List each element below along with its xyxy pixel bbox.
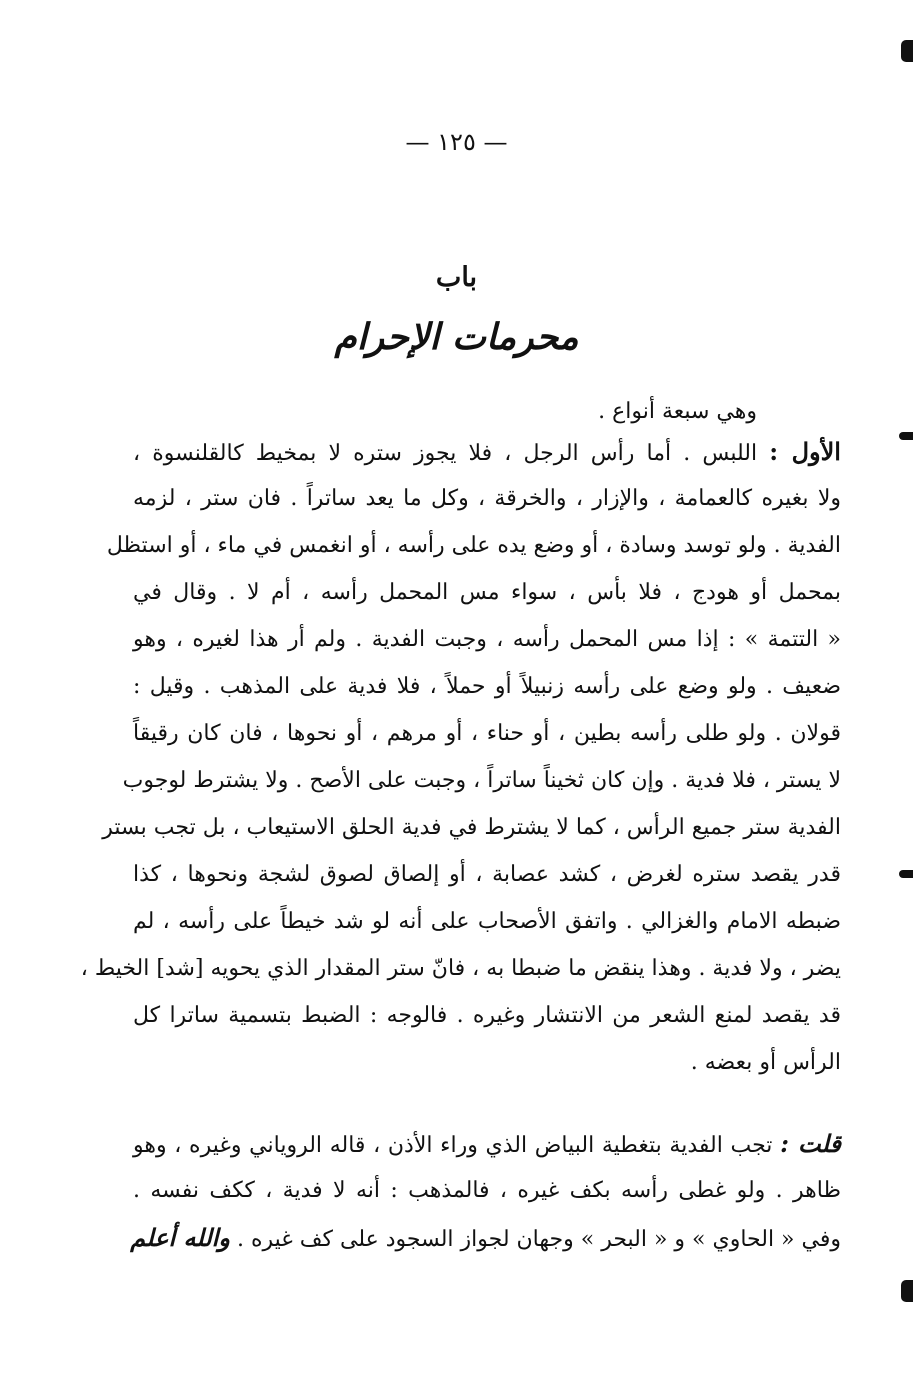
paragraph-lead: الأول : (769, 437, 841, 466)
paragraph-line: بمحمل أو هودج ، فلا بأس ، سواء مس المحمل رأسه ، أم لا . وقال في (133, 580, 841, 605)
first-type-paragraph (80, 428, 841, 1086)
paragraph-line: ضعيف . ولو وضع على رأسه زنبيلاً أو حملاً ، فلا فدية على المذهب . وقيل : (133, 674, 841, 699)
closing-phrase: والله أعلم (130, 1223, 230, 1252)
paragraph-line (133, 1120, 841, 1167)
page-number: — ١٢٥ — (405, 128, 508, 156)
paragraph-line: الفدية . ولو توسد وسادة ، أو وضع يده على رأسه ، أو انغمس في ماء ، أو استظل (106, 533, 841, 558)
line-text: وفي « الحاوي » و « البحر » وجهان لجواز السجود على كف غيره . (236, 1227, 841, 1252)
paragraph-line: ظاهر . ولو غطى رأسه بكف غيره ، فالمذهب : أنه لا فدية ، ككف نفسه . (133, 1178, 841, 1203)
paragraph-line (130, 1214, 841, 1261)
paragraph-line: قولان . ولو طلى رأسه بطين ، أو حناء ، أو مرهم ، أو نحوها ، فان كان رقيقاً (133, 721, 841, 746)
paragraph-line: الفدية ستر جميع الرأس ، كما لا يشترط في فدية الحلق الاستيعاب ، بل تجب بستر (102, 815, 841, 840)
paragraph-line: الرأس أو بعضه . (690, 1050, 841, 1075)
paragraph-line (133, 428, 841, 475)
line-text: تجب الفدية بتغطية البياض الذي وراء الأذن ، قاله الروياني وغيره ، وهو (133, 1133, 773, 1158)
line-text: اللبس . أما رأس الرجل ، فلا يجوز ستره لا بمخيط كالقلنسوة ، (133, 441, 758, 466)
page-edge-mark (901, 1280, 913, 1302)
paragraph-line: ولا بغيره كالعمامة ، والإزار ، والخرقة ، وكل ما يعد ساتراً . فان ستر ، لزمه (133, 486, 841, 511)
paragraph-line: قدر يقصد ستره لغرض ، كشد عصابة ، أو إلصاق لصوق لشجة ونحوها ، كذا (133, 862, 841, 887)
section-heading: باب (435, 262, 478, 293)
paragraph-line: قد يقصد لمنع الشعر من الانتشار وغيره . فالوجه : الضبط بتسمية ساترا كل (133, 1003, 841, 1028)
intro-line: وهي سبعة أنواع . (598, 399, 757, 424)
page-edge-mark (901, 40, 913, 62)
note-lead: قلت : (780, 1129, 841, 1158)
chapter-title: محرمات الإحرام (334, 316, 579, 358)
page-edge-mark (899, 870, 913, 878)
page-edge-mark (899, 432, 913, 440)
paragraph-line: يضر ، ولا فدية . وهذا ينقض ما ضبطا به ، فانّ ستر المقدار الذي يحويه [شد] الخيط ، (80, 956, 841, 981)
paragraph-line: لا يستر ، فلا فدية . وإن كان ثخيناً ساتراً ، وجبت على الأصح . ولا يشترط لوجوب (122, 768, 841, 793)
paragraph-line: « التتمة » : إذا مس المحمل رأسه ، وجبت الفدية . ولم أر هذا لغيره ، وهو (133, 627, 841, 652)
author-note-paragraph (130, 1120, 841, 1261)
paragraph-line: ضبطه الامام والغزالي . واتفق الأصحاب على أنه لو شد خيطاً على رأسه ، لم (133, 909, 841, 934)
